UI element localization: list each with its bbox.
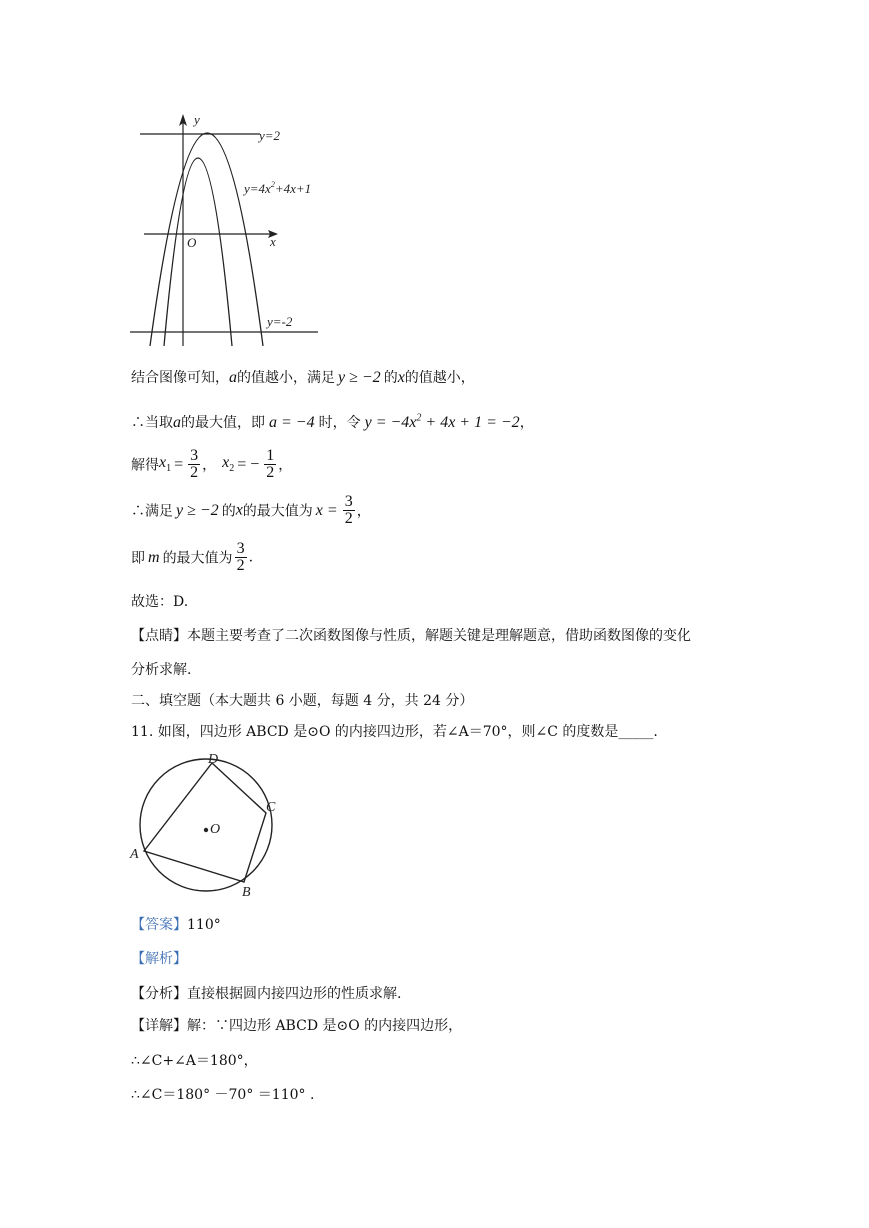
line-text: 解得 (131, 457, 159, 474)
label-c: C (266, 800, 276, 815)
label-y-2: y=2 (259, 128, 281, 143)
text-line-3 (131, 448, 292, 481)
x2-symbol: $x_2$ (222, 454, 235, 475)
comment-line-1: 【点睛】本题主要考查了二次函数图像与性质，解题关键是理解题意，借助函数图像的变化 (131, 628, 691, 644)
answer-choice-line: 故选：D. (131, 594, 189, 610)
x1-symbol: $x_1$ (159, 454, 172, 475)
fraction-3-2: $\frac{3}{2}$ (190, 447, 199, 481)
line-text: ∴当取 (131, 415, 173, 431)
line-text: 的 (221, 503, 236, 520)
equals-sign: = (174, 455, 184, 473)
label-b: B (242, 885, 251, 900)
parabola-inner (164, 158, 232, 346)
equals-minus: = − (237, 455, 260, 473)
fraction-3-2: $\frac{3}{2}$ (344, 493, 353, 527)
line-text: 的值越小，满足 (237, 370, 335, 386)
var-a: a (229, 369, 237, 386)
equation-y: $y = -4x^2 + 4x + 1 = -2$ (364, 412, 520, 431)
section-heading: 二、填空题（本大题共 6 小题，每题 4 分，共 24 分） (131, 693, 474, 709)
var-m: m (148, 548, 160, 566)
x-equals: x = (315, 501, 338, 519)
inequality: y ≥ −2 (176, 501, 219, 519)
label-y-neg2: y=-2 (267, 314, 293, 329)
line-text: ， (356, 503, 371, 520)
answer-tag: 【答案】 (131, 917, 187, 933)
line-text: 的最大值，即 (181, 415, 265, 431)
answer-line (131, 914, 221, 934)
label-a: A (130, 847, 139, 862)
text-line-4 (131, 494, 371, 527)
circle-figure (128, 748, 288, 900)
answer-value: 110° (187, 917, 221, 933)
fraction-3-2: $\frac{3}{2}$ (236, 540, 245, 574)
inequality: y ≥ −2 (338, 369, 381, 386)
line-text: ， (519, 415, 534, 431)
equation-a: a = −4 (269, 414, 315, 431)
circumcircle (140, 759, 272, 891)
label-o: O (210, 822, 221, 837)
line-text: 的最大值为 (162, 550, 233, 567)
line-text: ， (278, 457, 293, 474)
line-text: 时，令 (318, 415, 361, 431)
parabola-graph (128, 110, 328, 350)
comment-line-2: 分析求解. (131, 662, 192, 678)
fraction-1-2: $\frac{1}{2}$ (266, 447, 275, 481)
line-text: 的 (383, 370, 398, 386)
line-text: 的最大值为 (242, 503, 313, 520)
solution-step-1: ∴∠C+∠A＝180°， (131, 1053, 258, 1069)
quadrilateral-abcd (144, 763, 266, 882)
var-x: x (397, 369, 405, 386)
text-line-1 (131, 367, 475, 387)
curve-equation: $y=4x^2+4x+1$ (244, 180, 312, 196)
question-11: 11. 如图，四边形 ABCD 是⊙O 的内接四边形，若∠A＝70°，则∠C 的度数是_____. (131, 724, 658, 740)
solution-step-2: ∴∠C＝180° －70° ＝110° . (131, 1087, 315, 1103)
var-x: x (235, 501, 243, 519)
analysis-xiangjie: 【详解】解：∵四边形 ABCD 是⊙O 的内接四边形， (131, 1018, 463, 1034)
var-a: a (173, 414, 181, 431)
center-point (204, 828, 208, 832)
line-text: 即 (131, 550, 145, 567)
label-d: D (208, 752, 219, 767)
x-axis-label: x (270, 234, 276, 249)
analysis-tag: 【解析】 (131, 951, 187, 967)
y-axis-label: y (194, 112, 200, 127)
line-text: . (248, 549, 254, 566)
text-line-2 (131, 412, 534, 432)
origin-label: O (187, 235, 197, 250)
line-text: ∴满足 (131, 503, 173, 520)
line-text: 结合图像可知， (131, 370, 229, 386)
text-line-5 (131, 541, 253, 574)
analysis-fenxi: 【分析】直接根据圆内接四边形的性质求解. (131, 986, 402, 1002)
line-text: ， (202, 457, 217, 474)
line-text: 的值越小， (404, 370, 475, 386)
